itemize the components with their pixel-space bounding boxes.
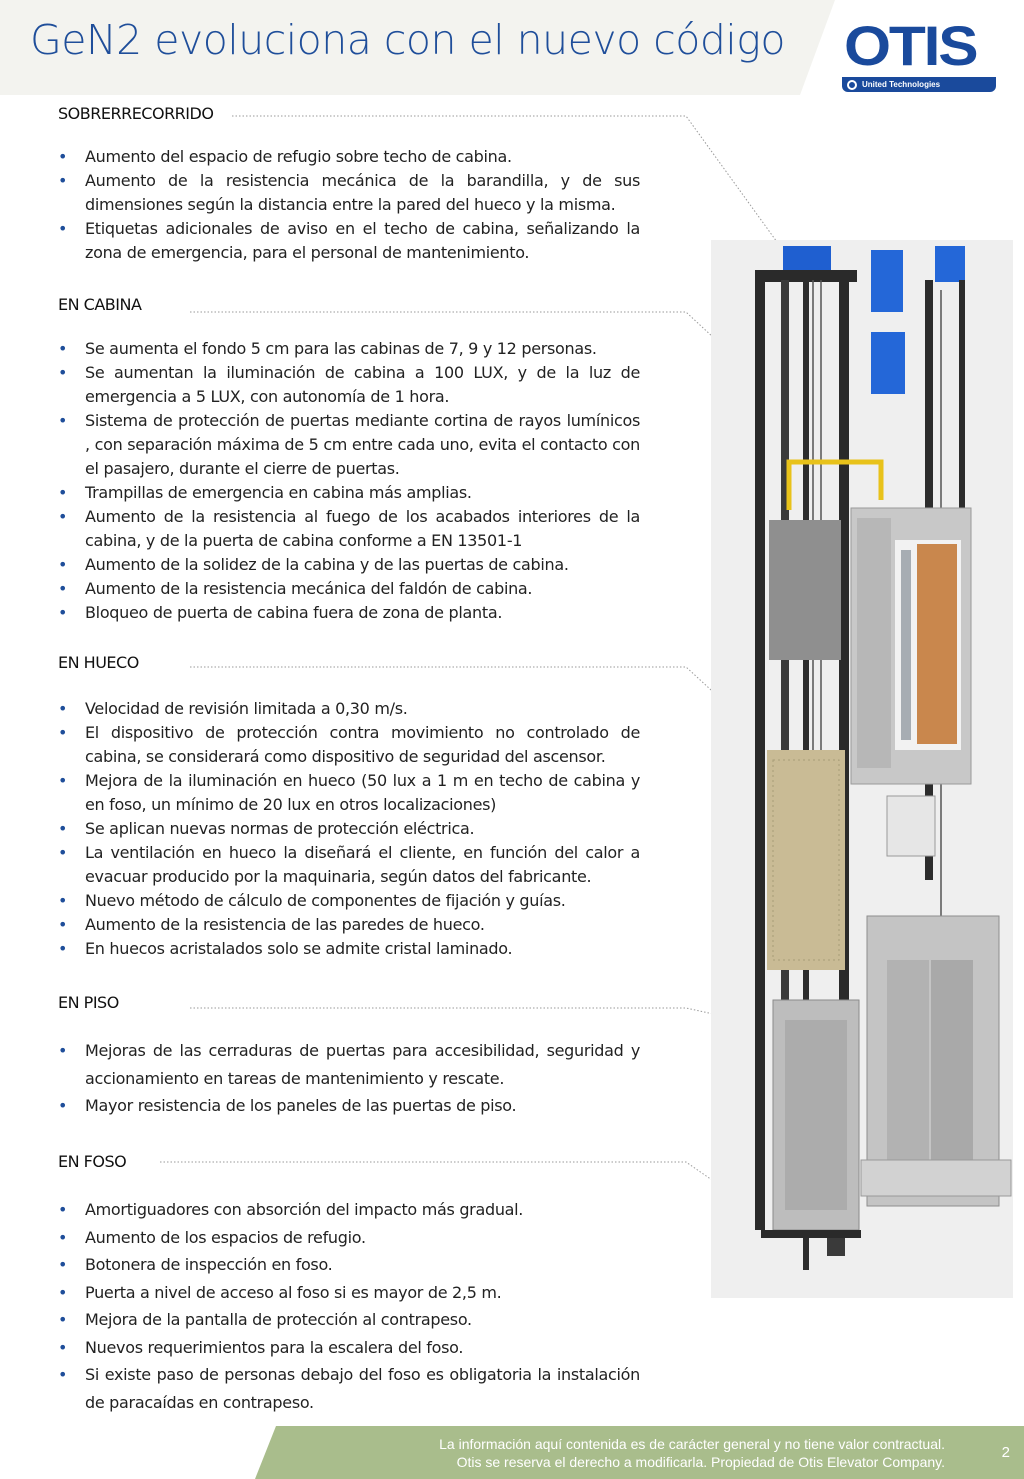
list-item: • Aumento de la resistencia de las paredes de hueco. bbox=[58, 913, 640, 937]
list-item: • Bloqueo de puerta de cabina fuera de zona de planta. bbox=[58, 601, 640, 625]
page-title: GeN2 evoluciona con el nuevo código bbox=[30, 16, 785, 64]
section-heading: SOBRERRECORRIDO bbox=[58, 104, 214, 123]
list-item: • Se aumentan la iluminación de cabina a 100 LUX, y de la luz de emergencia a 5 LUX, con autonomía de 1 hora. bbox=[58, 361, 640, 409]
buffer bbox=[827, 1238, 845, 1256]
list-item: • Aumento de la resistencia mecánica de la barandilla, y de sus dimensiones según la distancia entre la pared del hueco y la misma. bbox=[58, 169, 640, 217]
bullet-list bbox=[58, 145, 640, 265]
list-item: • Velocidad de revisión limitada a 0,30 m/s. bbox=[58, 697, 640, 721]
list-item: • El dispositivo de protección contra movimiento no controlado de cabina, se considerará como dispositivo de seguridad del ascensor. bbox=[58, 721, 640, 769]
section-heading: EN HUECO bbox=[58, 653, 139, 672]
otis-logo bbox=[840, 14, 998, 96]
section-heading: EN PISO bbox=[58, 993, 119, 1012]
controller-cabinet bbox=[871, 250, 903, 312]
list-item: • Mejoras de las cerraduras de puertas para accesibilidad, seguridad y accionamiento en tareas de mantenimiento y rescate. bbox=[58, 1037, 640, 1092]
footer-disclaimer-line-1: La información aquí contenida es de carácter general y no tiene valor contractual. bbox=[439, 1436, 945, 1452]
list-item: • La ventilación en hueco la diseñará el cliente, en función del calor a evacuar producido por la maquinaria, según datos del fabricante. bbox=[58, 841, 640, 889]
elevator-illustration bbox=[711, 240, 1013, 1298]
united-technologies-icon bbox=[847, 80, 857, 90]
drive-cabinet bbox=[871, 332, 905, 394]
bullet-list bbox=[58, 1037, 640, 1120]
list-item: • Se aplican nuevas normas de protección eléctrica. bbox=[58, 817, 640, 841]
list-item: • Si existe paso de personas debajo del foso es obligatoria la instalación de paracaídas en contrapeso. bbox=[58, 1361, 640, 1416]
list-item: • Se aumenta el fondo 5 cm para las cabinas de 7, 9 y 12 personas. bbox=[58, 337, 640, 361]
section-en-cabina bbox=[58, 295, 640, 625]
list-item: • Aumento de la resistencia al fuego de los acabados interiores de la cabina, y de la puerta de cabina conforme a EN 13501-1 bbox=[58, 505, 640, 553]
list-item: • En huecos acristalados solo se admite cristal laminado. bbox=[58, 937, 640, 961]
page-number: 2 bbox=[1001, 1444, 1010, 1461]
pit-frame bbox=[761, 1230, 861, 1238]
landing-sill bbox=[861, 1160, 1011, 1196]
logo-tagline-bar bbox=[842, 77, 996, 92]
list-item: • Nuevos requerimientos para la escalera del foso. bbox=[58, 1334, 640, 1362]
section-heading: EN FOSO bbox=[58, 1152, 127, 1171]
list-item: • Mejora de la pantalla de protección al contrapeso. bbox=[58, 1306, 640, 1334]
list-item: • Nuevo método de cálculo de componentes de fijación y guías. bbox=[58, 889, 640, 913]
cabin-wood-panel bbox=[917, 544, 957, 744]
footer-background bbox=[0, 1426, 1024, 1479]
list-item: • Aumento de la resistencia mecánica del faldón de cabina. bbox=[58, 577, 640, 601]
list-item: • Aumento de los espacios de refugio. bbox=[58, 1224, 640, 1252]
governor-unit bbox=[935, 246, 965, 282]
list-item: • Trampillas de emergencia en cabina más amplias. bbox=[58, 481, 640, 505]
list-item: • Mayor resistencia de los paneles de las puertas de piso. bbox=[58, 1092, 640, 1120]
logo-tagline: United Technologies bbox=[862, 80, 941, 89]
guide-rail bbox=[755, 270, 765, 1230]
list-item: • Amortiguadores con absorción del impacto más gradual. bbox=[58, 1196, 640, 1224]
list-item: • Mejora de la iluminación en hueco (50 lux a 1 m en techo de cabina y en foso, un mínimo de 20 lux en otros localizaciones) bbox=[58, 769, 640, 817]
logo-wordmark: OTIS bbox=[844, 14, 977, 77]
list-item: • Aumento de la solidez de la cabina y de las puertas de cabina. bbox=[58, 553, 640, 577]
machine-motor bbox=[783, 246, 831, 272]
footer bbox=[0, 1426, 1024, 1479]
cabin-operating-panel bbox=[901, 550, 911, 740]
section-sobrerrecorrido bbox=[58, 104, 640, 265]
list-item: • Aumento del espacio de refugio sobre techo de cabina. bbox=[58, 145, 640, 169]
elevator-shaft-drawing bbox=[711, 240, 1013, 1298]
header-band bbox=[0, 0, 1024, 95]
list-item: • Etiquetas adicionales de aviso en el techo de cabina, señalizando la zona de emergencia, para el personal de mantenimiento. bbox=[58, 217, 640, 265]
footer-disclaimer-line-2: Otis se reserva el derecho a modificarla. Propiedad de Otis Elevator Company. bbox=[456, 1454, 945, 1470]
section-en-foso bbox=[58, 1152, 640, 1416]
section-en-piso bbox=[58, 993, 640, 1120]
list-item: • Puerta a nivel de acceso al foso si es mayor de 2,5 m. bbox=[58, 1279, 640, 1307]
bullet-list bbox=[58, 337, 640, 625]
counterweight bbox=[769, 520, 841, 660]
list-item: • Sistema de protección de puertas mediante cortina de rayos lumínicos , con separación máxima de 5 cm entre cada uno, evita el contacto con el pasajero, durante el cierre de puertas. bbox=[58, 409, 640, 481]
section-heading: EN CABINA bbox=[58, 295, 142, 314]
section-en-hueco bbox=[58, 653, 640, 961]
list-item: • Botonera de inspección en foso. bbox=[58, 1251, 640, 1279]
bullet-list bbox=[58, 1196, 640, 1416]
bullet-list bbox=[58, 697, 640, 961]
landing-door-panel bbox=[767, 750, 845, 970]
